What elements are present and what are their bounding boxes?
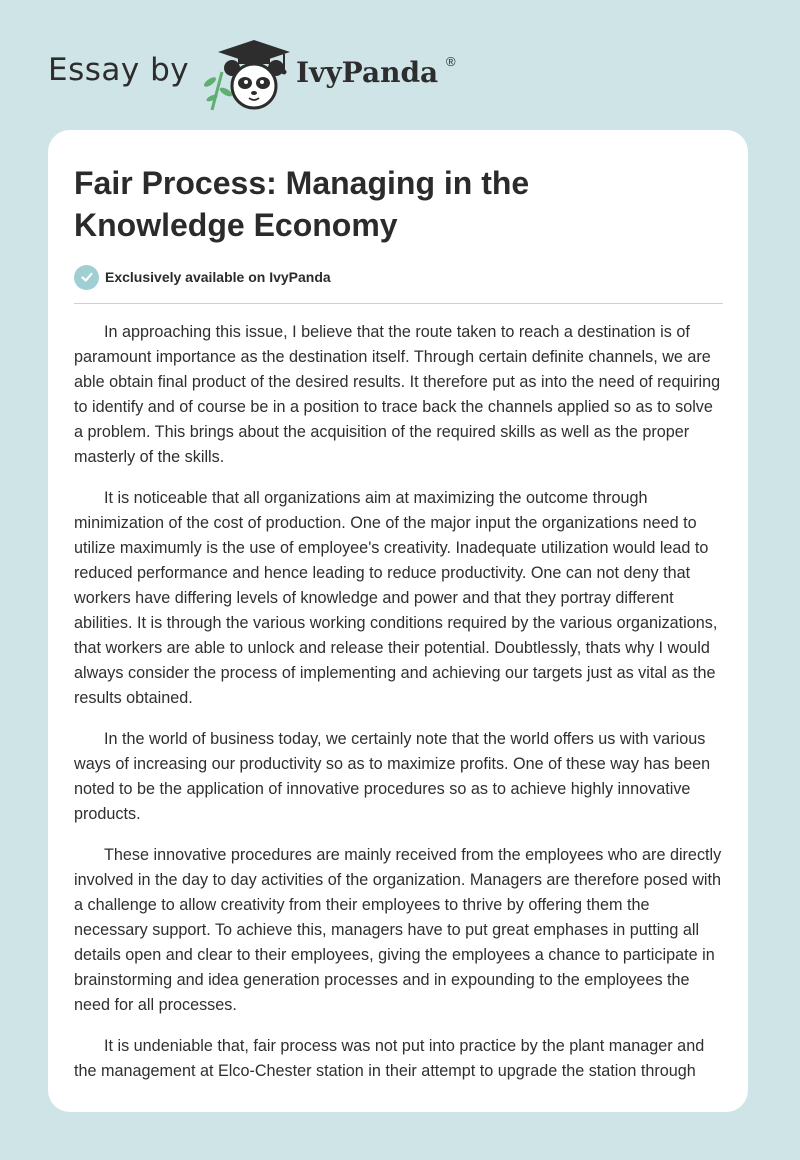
- panda-logo-icon[interactable]: [200, 36, 292, 112]
- check-circle-icon: [74, 265, 99, 290]
- exclusive-badge: [74, 264, 331, 290]
- exclusive-badge-label: Exclusively available on IvyPanda: [105, 269, 331, 285]
- paragraph: These innovative procedures are mainly received from the employees who are directly involved in the day to day activities of the organization. Managers are therefore posed with a challenge to allow creativity from their employees to thrive by offering them the necessary support. To achieve this, managers have to put great emphases in putting all details open and clear to their employees, giving the employees a chance to participate in brainstorming and idea generation processes and in expounding to the employees the need for all processes.: [74, 846, 722, 1014]
- paragraph: In approaching this issue, I believe that the route taken to reach a destination is of paramount importance as the destination itself. Through certain definite channels, we are able obtain final product of the desired results. It therefore put as into the need of requiring to identify and of course be in a position to trace back the channels applied so as to solve a problem. This brings about the acquisition of the required skills as well as the proper masterly of the skills.: [74, 323, 721, 466]
- brand-name[interactable]: IvyPanda: [296, 56, 439, 89]
- paragraph: It is noticeable that all organizations aim at maximizing the outcome through minimization of the cost of production. One of the major input the organizations need to utilize maximumly is the use of employee's creativity. Inadequate utilization would lead to reduced performance and hence leading to reduce productivity. One can not deny that workers have differing levels of knowledge and power and that they portray different abilities. It is through the various working conditions required by the various organizations, that workers are able to unlock and release their potential. Doubtlessly, thats why I would always consider the process of implementing and achieving our targets just as vital as the results obtained.: [74, 489, 718, 707]
- essay-title: Fair Process: Managing in the Knowledge Economy: [74, 165, 530, 243]
- essay-card: [48, 130, 748, 1112]
- essay-by-label: Essay by: [48, 52, 190, 88]
- registered-mark: ®: [446, 54, 456, 69]
- site-header: [0, 0, 800, 130]
- essay-body: [74, 320, 726, 1110]
- divider: [74, 303, 723, 304]
- paragraph: In the world of business today, we certainly note that the world offers us with various ways of increasing our productivity so as to maximize profits. One of these way has been noted to be the application of innovative procedures so as to achieve highly innovative products.: [74, 730, 711, 823]
- paragraph: It is undeniable that, fair process was not put into practice by the plant manager and the management at Elco-Chester station in their attempt to upgrade the station through: [74, 1037, 705, 1080]
